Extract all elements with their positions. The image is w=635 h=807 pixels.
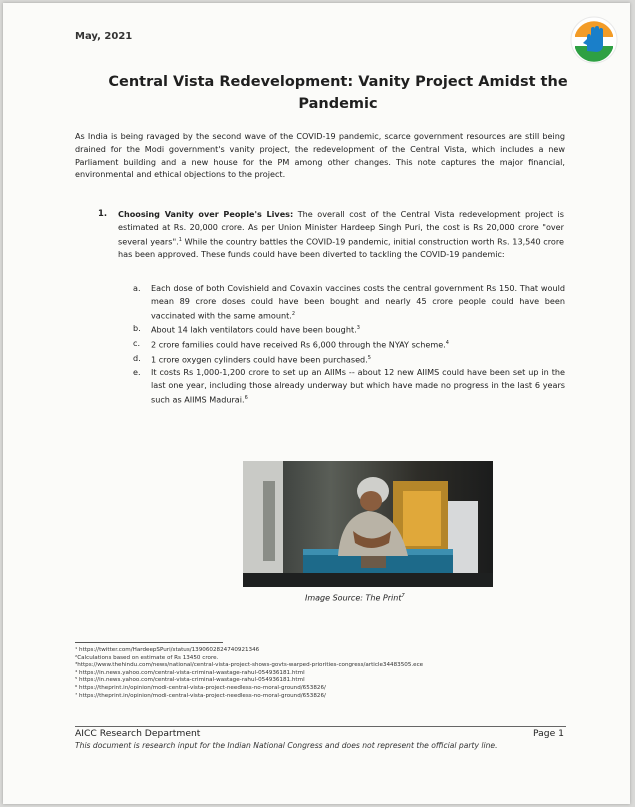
- footnote[interactable]: ⁷ https://theprint.in/opinion/modi-central-vista-project-needless-no-moral-ground/653826/: [75, 692, 326, 699]
- footnote-ref: 6: [244, 395, 248, 401]
- footnote[interactable]: ⁵ https://in.news.yahoo.com/central-vista-criminal-wastage-rahul-054936181.html: [75, 677, 305, 684]
- item-text: 1 crore oxygen cylinders could have been purchased.: [151, 354, 368, 365]
- footnote[interactable]: ¹ https://twitter.com/HardeepSPuri/status/1390602824740921346: [75, 647, 260, 653]
- item-text: It costs Rs 1,000-1,200 crore to set up an AIIMs -- about 12 new AIIMS could have been set up in the last one year, including those already underway but which have made no progress in the last 6 years such as AIIMS Madurai.: [151, 367, 565, 405]
- news-photo: [243, 461, 493, 587]
- section-body-continued: While the country battles the COVID-19 pandemic, initial construction worth Rs. 13,540 crore has been approved. These funds could have been diverted to tackling the COVID-19 pandemic:: [118, 236, 564, 260]
- list-item: [133, 352, 565, 367]
- footnote-divider: [75, 642, 223, 643]
- document-page: [3, 3, 630, 804]
- caption-text: Image Source: The Print: [305, 593, 402, 603]
- item-label: d.: [133, 352, 141, 363]
- footnote-ref: 2: [291, 310, 296, 317]
- item-label: a.: [133, 283, 141, 293]
- congress-hand-logo-icon: [569, 15, 619, 65]
- footnotes: [75, 647, 565, 700]
- section-1-paragraph: [118, 208, 564, 261]
- intro-paragraph: As India is being ravaged by the second wave of the COVID-19 pandemic, scarce government resources are still being drained for the Modi government's vanity project, the redevelopment of the Central Vista, which includes a new Parliament building and a new house for the PM among other changes. This note captures the major financial, environmental and ethical objections to the project.: [75, 131, 565, 180]
- section-body: The overall cost of the Central Vista redevelopment project is estimated at Rs. 20,000 crore. As per Union Minister Hardeep Singh Puri, the cost is Rs 20,000 crore "over several years".: [118, 209, 564, 247]
- image-caption: [305, 593, 405, 603]
- title-line-2: Pandemic: [298, 96, 378, 112]
- footnote-ref: 1: [178, 236, 182, 243]
- footnote[interactable]: ⁶ https://theprint.in/opinion/modi-central-vista-project-needless-no-moral-ground/653826/: [75, 684, 326, 691]
- list-item: [133, 366, 565, 406]
- footnote: ²Calculations based on estimate of Rs 13450 crore.: [75, 654, 219, 661]
- item-text: Each dose of both Covishield and Covaxin vaccines costs the central government Rs 150. That would mean 89 crore doses could have been bought and nearly 45 crore people could have been vaccinated with the same amount.: [151, 283, 565, 321]
- list-item: [133, 282, 565, 322]
- item-label: c.: [133, 338, 141, 348]
- footnote[interactable]: ⁴ https://in.news.yahoo.com/central-vista-criminal-wastage-rahul-054936181.html: [75, 669, 305, 676]
- page-title: [103, 71, 573, 115]
- footnote-ref: 7: [401, 593, 405, 599]
- footnote-ref: 3: [356, 325, 360, 332]
- list-item: [133, 337, 565, 352]
- footer-department: AICC Research Department: [75, 728, 201, 739]
- document-date: May, 2021: [75, 31, 133, 42]
- footnote-ref: 5: [367, 354, 371, 361]
- item-text: About 14 lakh ventilators could have been bought.: [151, 325, 357, 336]
- page-number: Page 1: [533, 728, 565, 739]
- footnote-ref: 4: [445, 340, 449, 346]
- section-heading: Choosing Vanity over People's Lives:: [118, 209, 294, 219]
- item-list: [133, 282, 565, 407]
- footer-divider: [75, 726, 566, 727]
- footer-disclaimer: This document is research input for the Indian National Congress and does not represent the official party line.: [75, 741, 498, 750]
- title-line-1: Central Vista Redevelopment: Vanity Project Amidst the: [108, 74, 568, 90]
- item-text: 2 crore families could have received Rs 6,000 through the NYAY scheme.: [151, 339, 446, 350]
- section-number: 1.: [98, 208, 108, 218]
- item-label: b.: [133, 323, 141, 334]
- item-label: e.: [133, 367, 141, 378]
- footnote[interactable]: ³https://www.thehindu.com/news/national/central-vista-project-shows-govts-warped-priorities-congress/article34483505.ece: [75, 662, 424, 669]
- list-item: [133, 322, 565, 337]
